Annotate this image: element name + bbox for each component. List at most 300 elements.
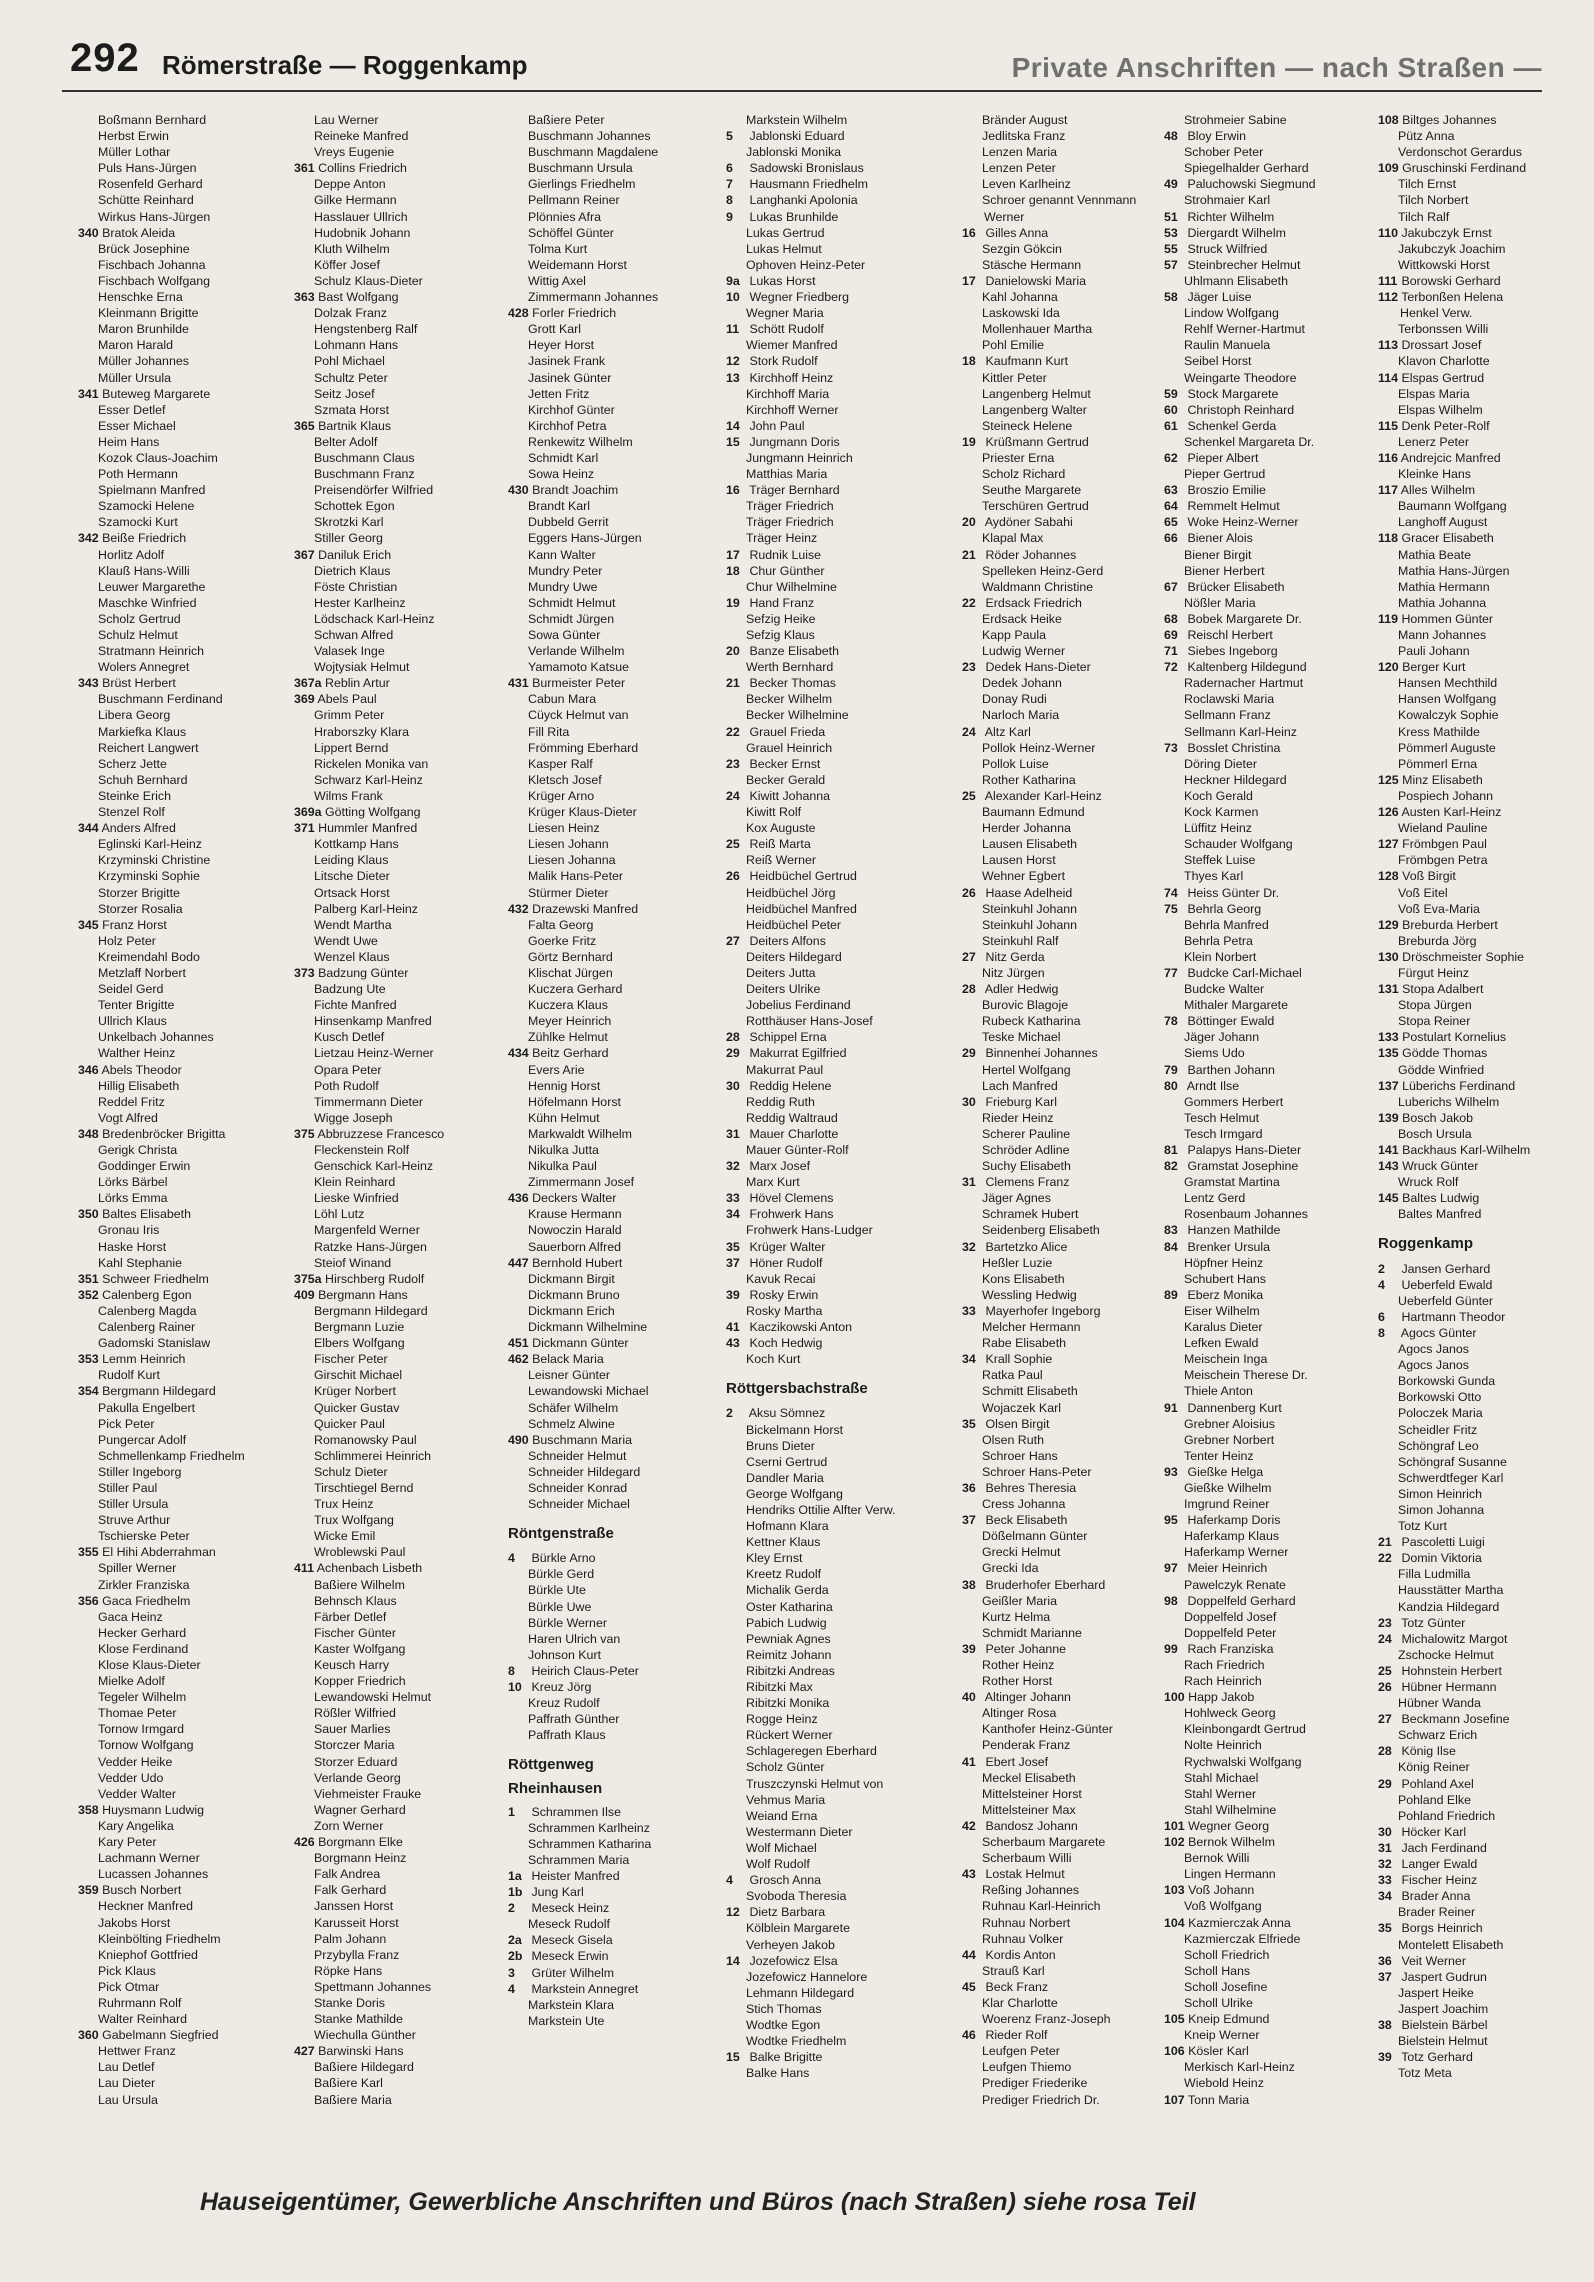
house-number: 39 [962, 1641, 976, 1656]
list-item [294, 2011, 502, 2027]
resident-name: Pabich Ludwig [746, 1615, 827, 1630]
house-number: 352 [78, 1287, 99, 1302]
resident-name: Rosky Martha [746, 1303, 823, 1318]
house-number: 141 [1378, 1143, 1399, 1157]
resident-name: Kandzia Hildegard [1398, 1599, 1500, 1614]
list-item [78, 1770, 286, 1786]
house-number: 33 [726, 1191, 740, 1206]
resident-name: Poth Hermann [98, 467, 178, 482]
resident-name: Romanowsky Paul [314, 1432, 417, 1447]
list-item [294, 1383, 502, 1399]
list-item [1164, 225, 1372, 241]
house-number: 73 [1164, 740, 1178, 755]
list-item [294, 868, 502, 884]
house-number: 83 [1164, 1223, 1178, 1238]
list-item [294, 1190, 502, 1206]
list-item [294, 756, 502, 772]
list-item [78, 1400, 286, 1416]
house-number: 373 [294, 965, 315, 980]
resident-name: Stiller Ingeborg [98, 1464, 182, 1479]
resident-name: Baßiere Wilhelm [314, 1577, 405, 1592]
resident-name: Schmidt Marianne [982, 1625, 1082, 1640]
list-item [726, 1582, 934, 1598]
resident-name: Zschocke Helmut [1398, 1647, 1494, 1662]
list-item [1378, 675, 1586, 691]
resident-name: Rosenfeld Gerhard [98, 177, 203, 192]
resident-name: Görtz Bernhard [528, 949, 613, 964]
house-number: 340 [78, 225, 99, 240]
resident-name: Baltes Manfred [1398, 1207, 1482, 1222]
resident-name: Pollok Luise [982, 756, 1049, 771]
list-item [962, 627, 1170, 643]
house-number: 4 [508, 1551, 515, 1566]
resident-name: Jach Ferdinand [1398, 1840, 1487, 1855]
list-item [78, 450, 286, 466]
list-item [726, 1534, 934, 1550]
resident-name: Schultz Peter [314, 370, 388, 385]
resident-name: Radernacher Hartmut [1184, 676, 1304, 691]
house-number: 9 [726, 209, 733, 224]
resident-name: Markstein Ute [528, 2013, 605, 2028]
list-item [1378, 2065, 1586, 2081]
list-item [78, 1802, 286, 1818]
list-item [1378, 2001, 1586, 2017]
list-item [962, 370, 1170, 386]
list-item [1378, 1518, 1586, 1534]
resident-name: Kreimendahl Bodo [98, 949, 200, 964]
resident-name: Ratzke Hans-Jürgen [314, 1239, 427, 1254]
list-item [78, 1271, 286, 1287]
resident-name: Vedder Heike [98, 1754, 173, 1769]
list-item [962, 1882, 1170, 1898]
house-number: 38 [1378, 2017, 1392, 2032]
house-number: 432 [508, 901, 529, 916]
footer-note: Hauseigentümer, Gewerbliche Anschriften und Büros (nach Straßen) siehe rosa Teil [200, 2188, 1196, 2216]
resident-name: Träger Bernhard [746, 483, 840, 498]
list-item [1164, 627, 1372, 643]
resident-name: Malik Hans-Peter [528, 869, 624, 884]
list-item [962, 707, 1170, 723]
resident-name: Liesen Johanna [528, 853, 616, 868]
resident-name: Wolers Annegret [98, 660, 190, 675]
house-number: 43 [962, 1867, 976, 1882]
resident-name: Schrammen Karlheinz [528, 1820, 650, 1835]
resident-name: Bartetzko Alice [982, 1239, 1068, 1254]
house-number: 10 [508, 1680, 522, 1694]
list-item [508, 337, 716, 353]
resident-name: Voß Wolfgang [1184, 1899, 1262, 1914]
resident-name: Werth Bernhard [746, 660, 834, 675]
section-title: Private Anschriften — nach Straßen — [1011, 52, 1542, 83]
resident-name: Bürkle Werner [528, 1615, 607, 1630]
list-item [1164, 707, 1372, 723]
list-item [962, 547, 1170, 563]
list-item [1164, 321, 1372, 337]
resident-name: Totz Kurt [1398, 1519, 1447, 1534]
resident-name: Kühn Helmut [528, 1110, 600, 1125]
resident-name: Elspas Maria [1398, 386, 1470, 401]
house-number: 143 [1378, 1159, 1399, 1174]
list-item [1164, 1383, 1372, 1399]
list-item [78, 852, 286, 868]
resident-name: Balke Hans [746, 2066, 810, 2081]
house-number: 24 [962, 724, 976, 739]
list-item [1378, 1550, 1586, 1566]
resident-name: Jobelius Ferdinand [746, 998, 851, 1013]
list-item [78, 2011, 286, 2027]
list-item [508, 1464, 716, 1480]
list-item [78, 1560, 286, 1576]
resident-name: Deiters Jutta [746, 965, 816, 980]
column-3 [508, 112, 716, 2147]
resident-name: Yamamoto Katsue [528, 660, 630, 675]
resident-name: Makurrat Egilfried [746, 1046, 847, 1061]
resident-name: Goddinger Erwin [98, 1159, 191, 1174]
list-item [962, 1142, 1170, 1158]
resident-name: Steffek Luise [1184, 853, 1256, 868]
resident-name: Binnenhei Johannes [982, 1046, 1098, 1061]
list-item [1164, 241, 1372, 257]
list-item [1378, 1599, 1586, 1615]
resident-name: Behrla Manfred [1184, 917, 1269, 932]
resident-name: Kox Auguste [746, 821, 816, 836]
list-item [78, 370, 286, 386]
list-item [726, 1953, 934, 1969]
list-item [1378, 1029, 1586, 1045]
resident-name: Lachmann Werner [98, 1851, 200, 1866]
list-item [1164, 1255, 1372, 1271]
list-item [962, 2043, 1170, 2059]
resident-name: Rach Heinrich [1184, 1674, 1262, 1689]
house-number: 367a [294, 676, 322, 691]
list-item [726, 1550, 934, 1566]
resident-name: Falk Andrea [314, 1867, 381, 1882]
resident-name: Seibel Horst [1184, 354, 1252, 369]
list-item [294, 563, 502, 579]
list-item [726, 1013, 934, 1029]
resident-name: Rother Katharina [982, 772, 1076, 787]
resident-name: Boßmann Bernhard [98, 113, 207, 127]
list-item [1378, 2017, 1586, 2033]
resident-name: Lödschack Karl-Heinz [314, 611, 435, 626]
list-item [1378, 1920, 1586, 1936]
list-item [294, 1512, 502, 1528]
resident-name: Hudobnik Johann [314, 225, 411, 240]
list-item [294, 1544, 502, 1560]
list-item [78, 353, 286, 369]
house-number: 65 [1164, 515, 1178, 530]
resident-name: Heßler Luzie [982, 1255, 1053, 1270]
list-item [1164, 1528, 1372, 1544]
resident-name: Jasinek Frank [528, 354, 606, 369]
resident-name: Maschke Winfried [98, 595, 197, 610]
list-item [508, 563, 716, 579]
resident-name: Olsen Ruth [982, 1432, 1044, 1447]
resident-name: Henschke Erna [98, 290, 183, 305]
list-item [1378, 1953, 1586, 1969]
list-item [508, 1303, 716, 1319]
resident-name: Alles Wilhelm [1398, 483, 1476, 498]
resident-name: Schmidt Karl [528, 450, 599, 465]
list-item [294, 1802, 502, 1818]
house-number: 1a [508, 1868, 522, 1883]
house-number: 57 [1164, 257, 1178, 272]
resident-name: Storzer Rosalia [98, 901, 183, 916]
resident-name: Schottek Egon [314, 499, 395, 514]
list-item [726, 1062, 934, 1078]
resident-name: Scholz Gertrud [98, 611, 181, 626]
resident-name: Meseck Gisela [528, 1933, 613, 1948]
resident-name: Holz Peter [98, 933, 156, 948]
list-item [78, 1931, 286, 1947]
list-item [726, 1094, 934, 1110]
resident-name: Scholz Günter [746, 1760, 825, 1775]
list-item [78, 337, 286, 353]
resident-name: Frömbgen Petra [1398, 853, 1488, 868]
resident-name: Totz Gerhard [1398, 2050, 1473, 2065]
list-item [962, 1705, 1170, 1721]
resident-name: Lefken Ewald [1184, 1336, 1259, 1351]
list-item [508, 1836, 716, 1852]
house-number: 81 [1164, 1143, 1178, 1157]
list-item [726, 1335, 934, 1351]
list-item [1164, 1577, 1372, 1593]
resident-name: Filla Ludmilla [1398, 1567, 1471, 1582]
resident-name: Kleinke Hans [1398, 467, 1472, 482]
list-item [508, 820, 716, 836]
resident-name: Kasper Ralf [528, 756, 593, 771]
house-number: 13 [726, 370, 740, 385]
resident-name: Hinsenkamp Manfred [314, 1014, 432, 1029]
column-1 [78, 112, 286, 2147]
resident-name: Roclawski Maria [1184, 692, 1275, 707]
list-item [962, 1383, 1170, 1399]
list-item [78, 1754, 286, 1770]
resident-name: Pütz Anna [1398, 129, 1455, 144]
list-item [1164, 1174, 1372, 1190]
resident-name: Wodtke Egon [746, 2017, 821, 2032]
list-item [962, 917, 1170, 933]
list-item [1164, 997, 1372, 1013]
list-item [294, 402, 502, 418]
resident-name: Gierlings Friedhelm [528, 177, 636, 192]
resident-name: Wiechulla Günther [314, 2028, 416, 2043]
resident-name: Schulz Klaus-Dieter [314, 273, 423, 288]
resident-name: Reddig Ruth [746, 1094, 815, 1109]
house-number: 365 [294, 418, 315, 433]
resident-name: Genschick Karl-Heinz [314, 1159, 434, 1174]
resident-name: Jaspert Gudrun [1398, 1969, 1487, 1984]
list-item [294, 1480, 502, 1496]
list-item [78, 724, 286, 740]
list-item [726, 1808, 934, 1824]
resident-name: Kley Ernst [746, 1551, 803, 1566]
resident-name: Reimitz Johann [746, 1647, 832, 1662]
list-item [1378, 1582, 1586, 1598]
list-item [508, 209, 716, 225]
list-item [726, 1303, 934, 1319]
resident-name: Kusch Detlef [314, 1030, 385, 1045]
page-number: 292 [70, 36, 140, 80]
list-item [508, 241, 716, 257]
list-item [294, 128, 502, 144]
resident-name: Buschmann Ferdinand [98, 692, 223, 707]
list-item [1164, 2027, 1372, 2043]
list-item [294, 337, 502, 353]
resident-name: Dubbeld Gerrit [528, 515, 609, 530]
resident-name: Steinkuhl Johann [982, 917, 1078, 932]
list-item [962, 337, 1170, 353]
resident-name: Tenter Brigitte [98, 998, 175, 1013]
list-item [1378, 1727, 1586, 1743]
resident-name: Bielstein Helmut [1398, 2034, 1488, 2049]
house-number: 2b [508, 1949, 523, 1964]
resident-name: Wruck Rolf [1398, 1175, 1459, 1190]
list-item [1378, 450, 1586, 466]
list-item [78, 756, 286, 772]
house-number: 356 [78, 1593, 99, 1608]
resident-name: Spettmann Johannes [314, 1979, 432, 1994]
list-item [508, 1727, 716, 1743]
resident-name: Poloczek Maria [1398, 1406, 1483, 1421]
list-item [508, 595, 716, 611]
list-item [78, 788, 286, 804]
list-item [508, 675, 716, 691]
house-number: 26 [726, 869, 740, 884]
house-number: 78 [1164, 1014, 1178, 1029]
list-item [726, 1438, 934, 1454]
list-item [726, 1454, 934, 1470]
resident-name: Zimmermann Johannes [528, 290, 659, 305]
list-item [1378, 337, 1586, 353]
list-item [726, 691, 934, 707]
list-item [1164, 1866, 1372, 1882]
list-item [78, 1062, 286, 1078]
list-item [78, 1737, 286, 1753]
house-number: 29 [962, 1046, 976, 1061]
list-item [294, 772, 502, 788]
resident-name: Kons Elisabeth [982, 1271, 1065, 1286]
list-item [508, 482, 716, 498]
resident-name: Kirchhoff Maria [746, 386, 830, 401]
resident-name: Träger Heinz [746, 531, 818, 546]
resident-name: Kapp Paula [982, 628, 1047, 642]
resident-name: Viehmeister Frauke [314, 1786, 422, 1801]
resident-name: Wiemer Manfred [746, 338, 838, 353]
resident-name: Wojtysiak Helmut [314, 660, 410, 675]
list-item [1378, 1631, 1586, 1647]
list-item [962, 1255, 1170, 1271]
list-item [294, 2027, 502, 2043]
resident-name: Klose Klaus-Dieter [98, 1658, 201, 1672]
resident-name: Gödde Thomas [1398, 1046, 1488, 1061]
house-number: 30 [726, 1078, 740, 1093]
list-item [508, 1094, 716, 1110]
resident-name: Bast Wolfgang [314, 290, 399, 305]
list-item [508, 772, 716, 788]
list-item [1378, 1679, 1586, 1695]
house-number: 40 [962, 1690, 976, 1705]
list-item [294, 707, 502, 723]
list-item [78, 1947, 286, 1963]
list-item [962, 1560, 1170, 1576]
list-item [294, 579, 502, 595]
resident-name: Seidenberg Elisabeth [982, 1223, 1100, 1238]
resident-name: Frömming Eberhard [528, 740, 639, 755]
list-item [1378, 2033, 1586, 2049]
list-item [508, 691, 716, 707]
resident-name: Margenfeld Werner [314, 1223, 420, 1238]
list-item [1378, 434, 1586, 450]
list-item [294, 1319, 502, 1335]
resident-name: Rößler Wilfried [314, 1706, 396, 1721]
list-item [294, 627, 502, 643]
house-number: 117 [1378, 483, 1398, 498]
list-item [294, 418, 502, 434]
list-item [78, 1239, 286, 1255]
list-item [1378, 788, 1586, 804]
list-item [508, 1820, 716, 1836]
resident-name: Kuczera Gerhard [528, 982, 623, 997]
resident-name: Buschmann Johannes [528, 129, 651, 144]
resident-name: Gaca Heinz [98, 1609, 163, 1624]
list-item [78, 1142, 286, 1158]
resident-name: Jetten Fritz [528, 386, 590, 401]
resident-name: Brandt Karl [528, 499, 590, 514]
resident-name: Mollenhauer Martha [982, 322, 1093, 337]
resident-name: Höpfner Heinz [1184, 1255, 1264, 1270]
resident-name: Kettner Klaus [746, 1535, 821, 1550]
list-item [726, 1158, 934, 1174]
resident-name: Palberg Karl-Heinz [314, 901, 418, 916]
resident-name: Michalik Gerda [746, 1583, 829, 1598]
column-4 [726, 112, 934, 2147]
list-item [1378, 305, 1586, 321]
resident-name: Beck Franz [982, 1979, 1049, 1994]
list-item [1378, 1695, 1586, 1711]
resident-name: Langer Ewald [1398, 1857, 1478, 1872]
list-item [726, 1518, 934, 1534]
house-number: 35 [726, 1239, 740, 1254]
list-item [1164, 2059, 1372, 2075]
resident-name: Wolf Michael [746, 1840, 817, 1855]
resident-name: Kaczikowski Anton [746, 1320, 853, 1335]
list-item [294, 1786, 502, 1802]
resident-name: Hertel Wolfgang [982, 1062, 1071, 1077]
list-item [726, 820, 934, 836]
resident-name: Haferkamp Klaus [1184, 1529, 1280, 1544]
list-item [726, 1078, 934, 1094]
list-item [962, 1995, 1170, 2011]
resident-name: Dickmann Wilhelmine [528, 1320, 648, 1335]
resident-name: Lörks Emma [98, 1191, 168, 1206]
resident-name: Mielke Adolf [98, 1674, 165, 1689]
house-number: 6 [726, 161, 733, 176]
resident-name: Dannenberg Kurt [1184, 1400, 1282, 1415]
list-item [78, 1383, 286, 1399]
list-item [962, 514, 1170, 530]
resident-name: Mauer Charlotte [746, 1126, 839, 1141]
resident-name: Grecki Ida [982, 1561, 1039, 1576]
list-item [78, 1625, 286, 1641]
list-item [78, 1190, 286, 1206]
house-number: 48 [1164, 129, 1178, 144]
resident-name: Kiwitt Rolf [746, 805, 802, 820]
house-number: 82 [1164, 1159, 1178, 1174]
house-number: 375a [294, 1271, 322, 1286]
list-item [508, 917, 716, 933]
list-item [294, 1239, 502, 1255]
